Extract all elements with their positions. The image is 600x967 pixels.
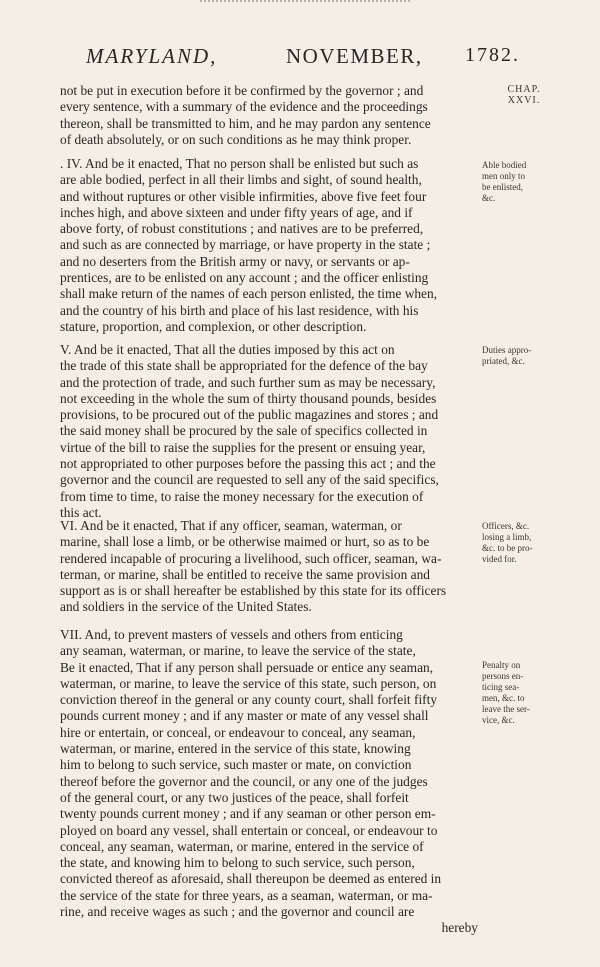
text-line: above forty, of robust constitutions ; and natives are to be preferred,: [60, 221, 424, 237]
text-line: governor and the council are requested to sell any of the said specifics,: [60, 472, 439, 488]
marginal-line: Officers, &c.: [482, 521, 530, 531]
text-line: any seaman, waterman, or marine, to leave the service of the state,: [60, 643, 416, 659]
text-line: the state, and knowing him to belong to such service, such person,: [60, 855, 415, 871]
catchword: hereby: [441, 920, 478, 936]
marginal-note-section-v: [482, 345, 566, 367]
text-line: inches high, and above sixteen and under fifty years of age, and if: [60, 204, 413, 220]
text-line: pounds current money ; and if any master or mate of any vessel shall: [60, 708, 429, 724]
text-line: stature, proportion, and complexion, or other description.: [60, 318, 367, 334]
marginal-line: ticing sea-: [482, 682, 520, 692]
marginal-note-section-vi: [482, 521, 566, 565]
text-line: VI. And be it enacted, That if any officer, seaman, waterman, or: [60, 518, 402, 533]
text-line: conviction thereof in the general or any county court, shall forfeit fifty: [60, 692, 438, 708]
section-v: [60, 342, 478, 521]
marginal-line: persons en-: [482, 671, 524, 681]
text-line: him to belong to such service, such master or mate, on conviction: [60, 757, 412, 773]
paragraph-continuation: [60, 83, 478, 148]
text-line: convicted thereof as aforesaid, shall thereupon be deemed as entered in: [60, 871, 442, 887]
chapter-marker: [482, 84, 566, 106]
text-line: not exceeding in the whole the sum of thirty thousand pounds, besides: [60, 390, 437, 406]
marginal-note-section-iv: [482, 160, 566, 204]
text-line: and the protection of trade, and such further sum as may be necessary,: [60, 374, 436, 390]
text-line: and such as are connected by marriage, or have property in the state ;: [60, 237, 431, 253]
text-line: ployed on board any vessel, shall entertain or conceal, or endeavour to: [60, 822, 438, 838]
text-line: thereon, shall be transmitted to him, and he may pardon any sentence: [60, 115, 431, 131]
text-line: the said money shall be procured by the sale of specifics collected in: [60, 423, 428, 439]
header-year: 1782.: [465, 44, 520, 66]
marginal-line: priated, &c.: [482, 356, 525, 366]
marginal-line: vided for.: [482, 554, 517, 564]
text-line: not appropriated to other purposes before the passing this act ; and the: [60, 456, 436, 472]
text-line: not be put in execution before it be confirmed by the governor ; and: [60, 83, 424, 98]
text-line: waterman, or marine, to leave the service of this state, such person, on: [60, 675, 437, 691]
text-line: prentices, are to be enlisted on any account ; and the officer enlisting: [60, 270, 429, 286]
text-line: Be it enacted, That if any person shall persuade or entice any seaman,: [60, 659, 434, 675]
text-line: rine, and receive wages as such ; and the governor and council are: [60, 904, 415, 920]
text-line: and soldiers in the service of the United States.: [60, 599, 312, 615]
marginal-line: Penalty on: [482, 660, 521, 670]
text-line: virtue of the bill to raise the supplies for the present or ensuing year,: [60, 439, 426, 455]
text-line: marine, shall lose a limb, or be otherwise maimed or hurt, so as to be: [60, 534, 430, 550]
marginal-line: vice, &c.: [482, 715, 515, 725]
section-vii: [60, 627, 478, 937]
text-line: twenty pounds current money ; and if any seaman or other person em-: [60, 806, 436, 822]
text-line: from time to time, to raise the money necessary for the execution of: [60, 488, 424, 504]
marginal-line: leave the ser-: [482, 704, 530, 714]
text-line: V. And be it enacted, That all the duties imposed by this act on: [60, 342, 395, 357]
text-line: conceal, any seaman, waterman, or marine, entered in the service of: [60, 838, 424, 854]
page-top-edge-marks: [200, 0, 410, 6]
text-line: and without ruptures or other visible infirmities, above five feet four: [60, 188, 427, 204]
marginal-line: men, &c. to: [482, 693, 525, 703]
text-line: rendered incapable of procuring a livelihood, such officer, seaman, wa-: [60, 550, 442, 566]
marginal-line: Duties appro-: [482, 345, 532, 355]
marginal-line: Able bodied: [482, 160, 527, 170]
text-line: the trade of this state shall be appropriated for the defence of the bay: [60, 358, 428, 374]
marginal-line: losing a limb,: [482, 532, 532, 542]
text-line: hire or entertain, or conceal, or endeavour to conceal, any seaman,: [60, 724, 416, 740]
text-line: terman, or marine, shall be entitled to receive the same provision and: [60, 566, 430, 582]
marginal-line: &c. to be pro-: [482, 543, 533, 553]
chapter-number: XXVI.: [507, 95, 541, 106]
text-line: this act.: [60, 504, 102, 520]
text-line: . IV. And be it enacted, That no person shall be enlisted but such as: [60, 156, 419, 171]
text-line: VII. And, to prevent masters of vessels and others from enticing: [60, 627, 403, 642]
text-line: of the general court, or any two justices of the peace, shall forfeit: [60, 789, 409, 805]
text-line: support as is or shall hereafter be established by this state for its officers: [60, 583, 447, 599]
marginal-line: &c.: [482, 193, 496, 203]
header-month: NOVEMBER,: [286, 44, 423, 68]
section-vi: [60, 518, 478, 616]
text-line: the service of the state for three years, as a seaman, waterman, or ma-: [60, 887, 433, 903]
text-line: every sentence, with a summary of the evidence and the proceedings: [60, 99, 428, 115]
text-line: provisions, to be procured out of the public magazines and stores ; and: [60, 407, 439, 423]
marginal-line: be enlisted,: [482, 182, 523, 192]
text-line: shall make return of the names of each person enlisted, the time when,: [60, 286, 438, 302]
header-title: MARYLAND,: [86, 44, 218, 68]
text-line: are able bodied, perfect in all their limbs and sight, of sound health,: [60, 172, 422, 188]
text-line: thereof before the governor and the council, or any one of the judges: [60, 773, 428, 789]
marginal-line: men only to: [482, 171, 525, 181]
text-line: of death absolutely, or on such conditions as he may think proper.: [60, 131, 412, 147]
running-header: [58, 44, 520, 72]
chapter-label: CHAP.: [507, 84, 541, 95]
text-line: waterman, or marine, entered in the service of this state, knowing: [60, 741, 411, 757]
text-line: and no deserters from the British army or navy, or servants or ap-: [60, 253, 410, 269]
text-line: and the country of his birth and place of his last residence, with his: [60, 302, 419, 318]
section-iv: [60, 156, 478, 335]
marginal-note-section-vii: [482, 660, 566, 726]
